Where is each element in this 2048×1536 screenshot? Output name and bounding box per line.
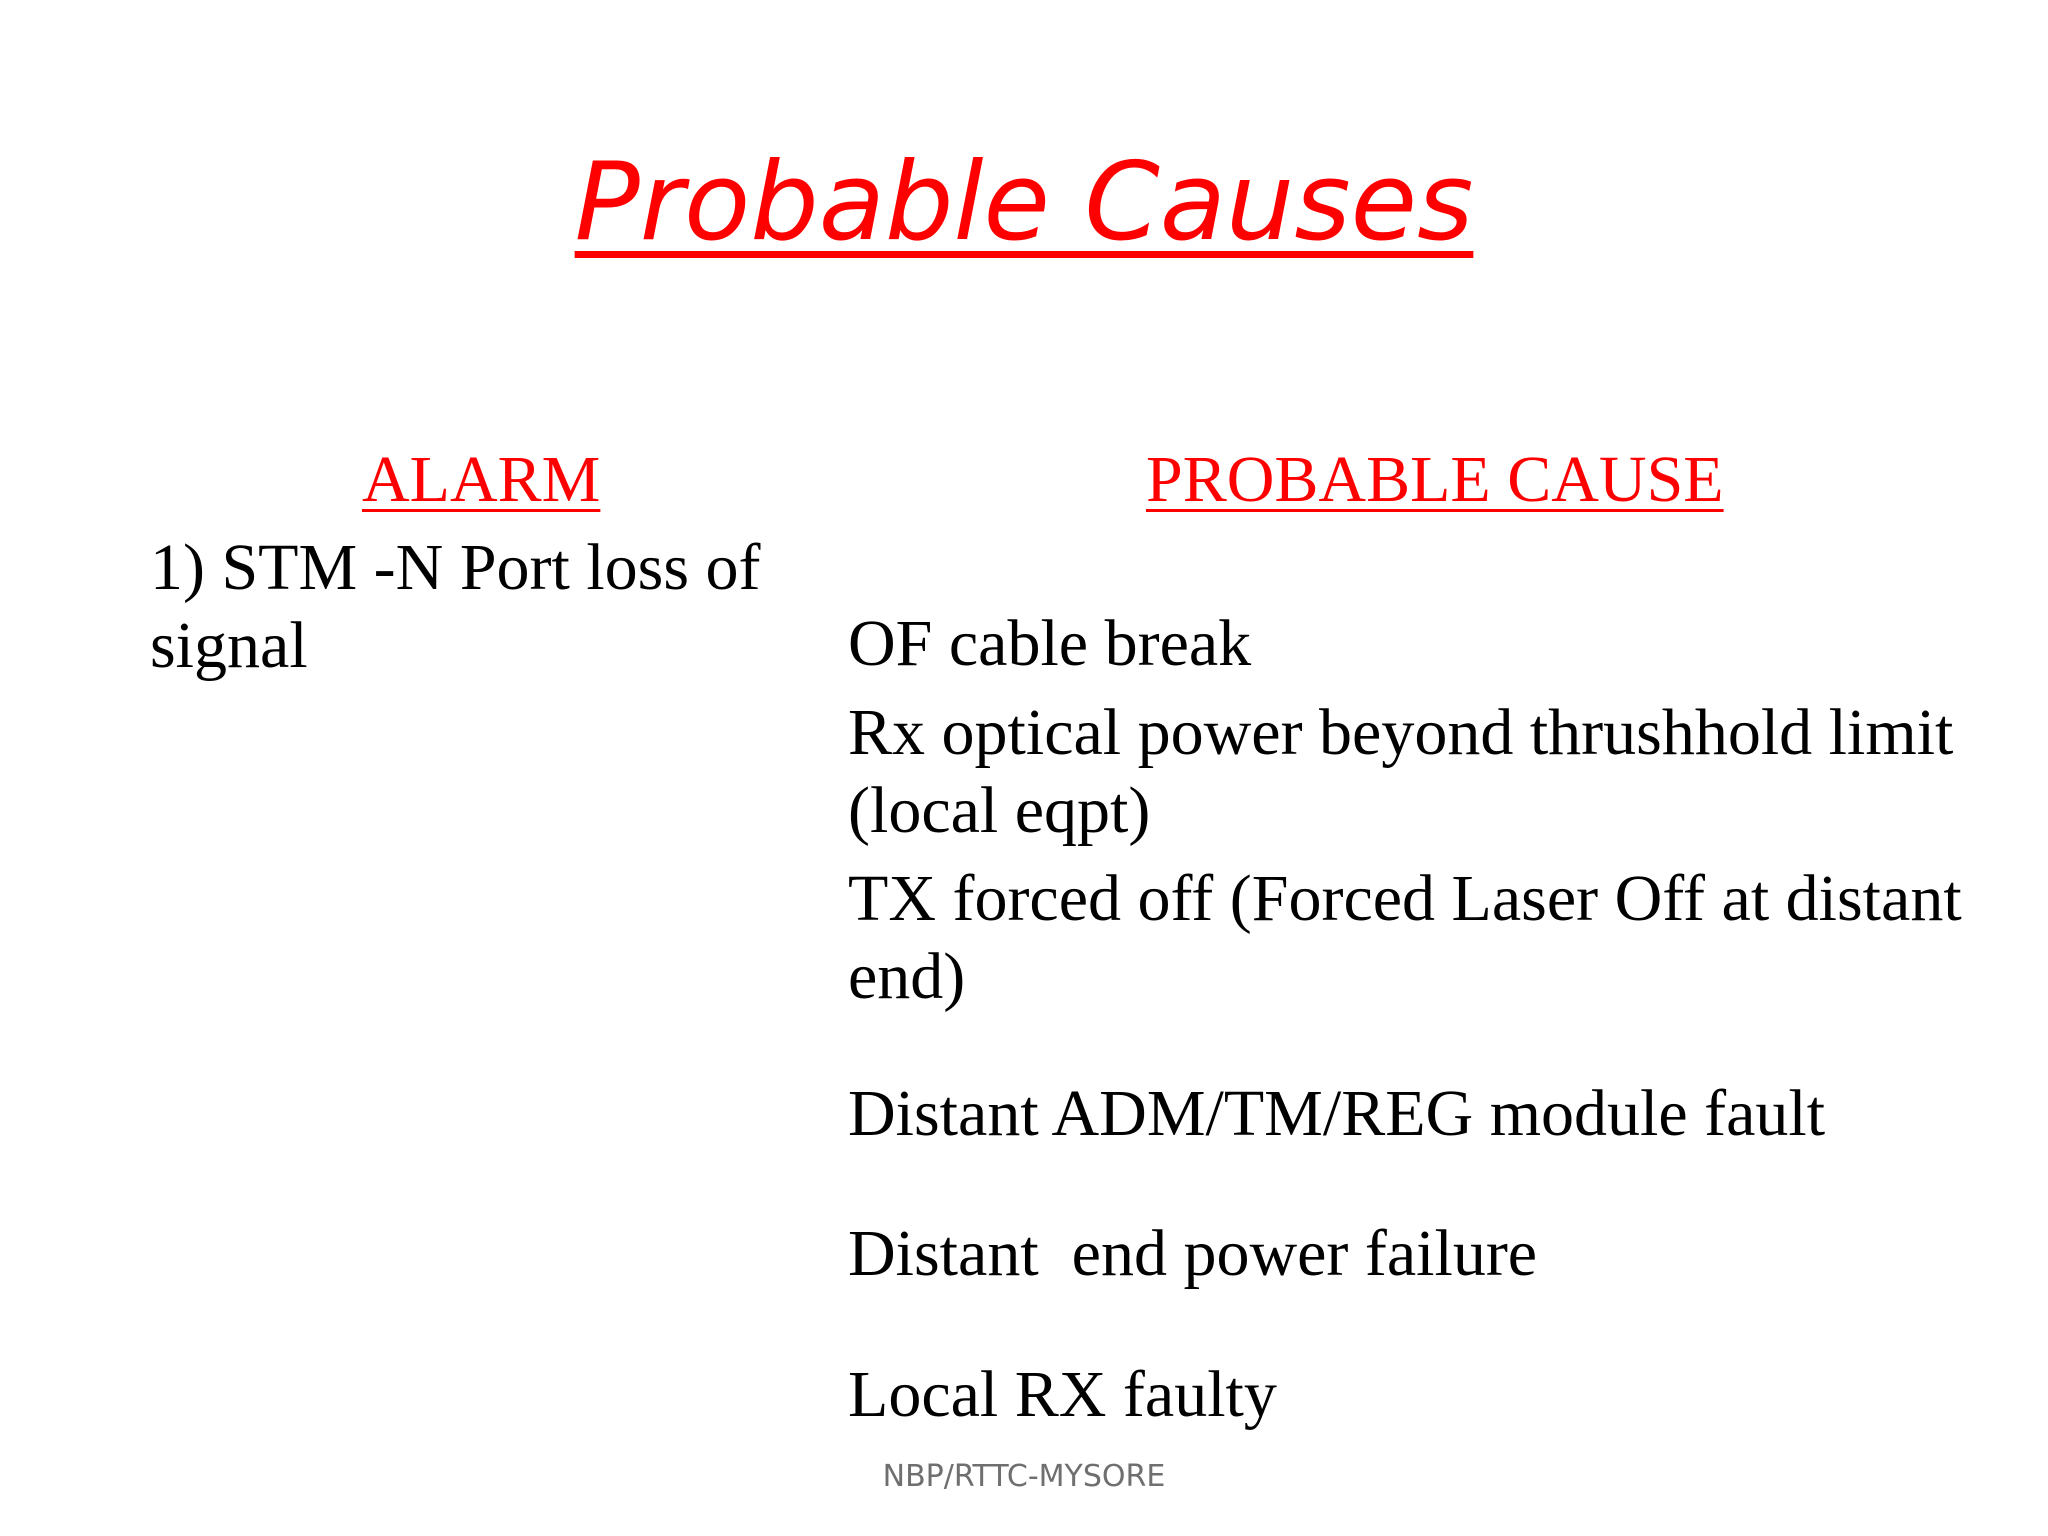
cause-item: OF cable break [848,607,1252,680]
alarm-item: 1) STM -N Port loss of signal [150,531,761,682]
cause-item: Distant end power failure [848,1217,1538,1290]
alarm-column-header: ALARM [362,443,601,516]
cause-item: Rx optical power beyond thrushhold limit (local eqpt) [848,696,1970,847]
cause-item: Distant ADM/TM/REG module fault [848,1077,1826,1150]
slide-title [0,138,2048,268]
probable-cause-column-header: PROBABLE CAUSE [1146,443,1724,516]
slide-footer: NBP/RTTC-MYSORE [882,1459,1166,1494]
cause-item: Local RX faulty [848,1358,1277,1431]
slide-title-text: Probable Causes [574,140,1474,265]
cause-item: TX forced off (Forced Laser Off at distant end) [848,862,1979,1013]
